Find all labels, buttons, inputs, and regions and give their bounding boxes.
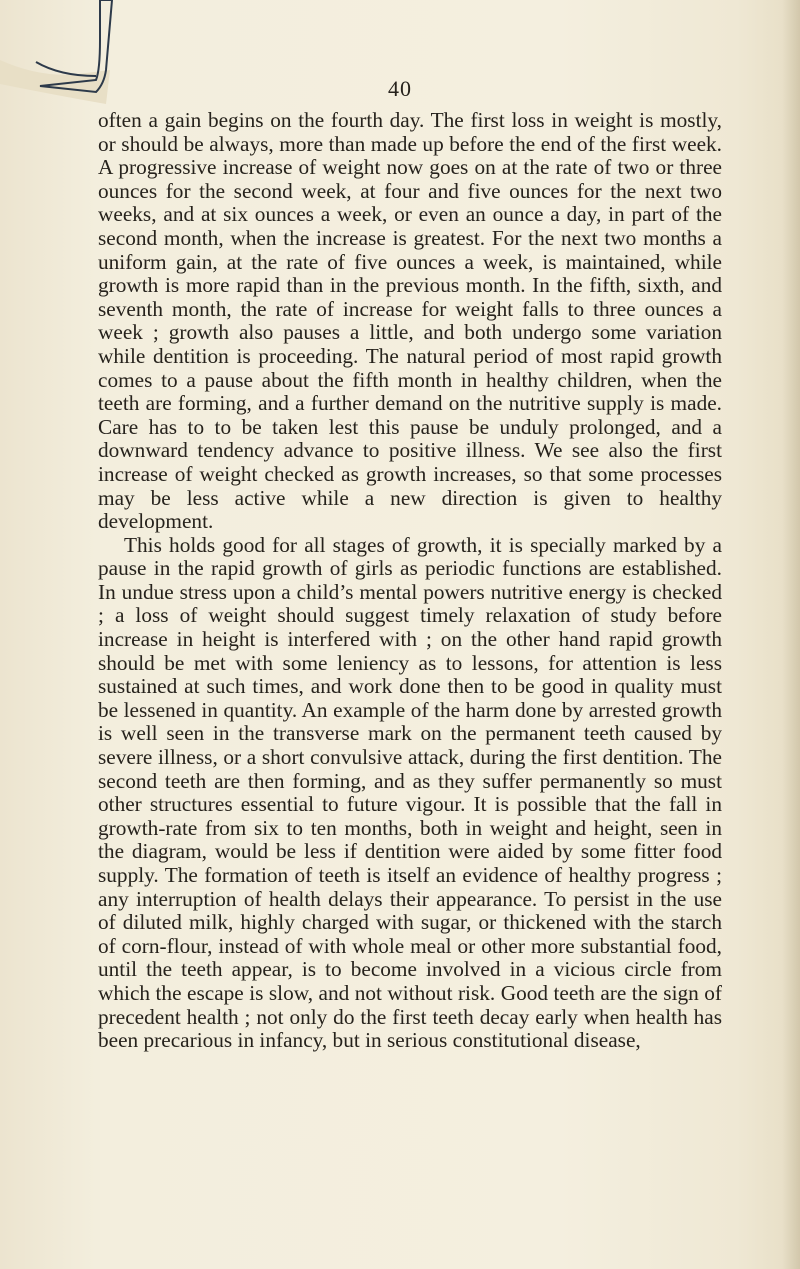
page-number: 40 bbox=[388, 76, 412, 101]
paragraph-2: This holds good for all stages of growth, it is specially marked by a pause in the rapid growth of girls as periodic functions are established. In undue stress upon a child’s mental powers nutritive energy is checked ; a loss of weight should suggest timely relaxation of study before increase in height is interfered with ; on the other hand rapid growth should be met with some leniency as to lessons, for attention is less sustained at such times, and work done then to be good in quality must be lessened in quantity. An example of the harm done by arrested growth is well seen in the transverse mark on the permanent teeth caused by severe illness, or a short convulsive attack, during the first dentition. The second teeth are then forming, and as they suffer permanently so must other structures essential to future vigour. It is possible that the fall in growth-rate from six to ten months, both in weight and height, seen in the diagram, would be less if dentition were aided by some fitter food supply. The formation of teeth is itself an evidence of healthy progress ; any interruption of health delays their appearance. To persist in the use of diluted milk, highly charged with sugar, or thickened with the starch of corn-flour, instead of with whole meal or other more substantial food, until the teeth appear, is to become involved in a vicious circle from which the escape is slow, and not without risk. Good teeth are the sign of precedent health ; not only do the first teeth decay early when health has been precarious in infancy, but in serious constitutional disease, bbox=[98, 532, 722, 1053]
page-edge-shadow bbox=[782, 0, 800, 1269]
paragraph-1: often a gain begins on the fourth day. The first loss in weight is mostly, or should be always, more than made up before the end of the first week. A progressive increase of weight now goes on at the rate of two or three ounces for the second week, at four and five ounces for the next two weeks, and at six ounces a week, or even an ounce a day, in part of the second month, when the increase is greatest. For the next two months a uniform gain, at the rate of five ounces a week, is maintained, while growth is more rapid than in the previous month. In the fifth, sixth, and seventh month, the rate of increase for weight falls to three ounces a week ; growth also pauses a little, and both undergo some variation while dentition is proceeding. The natural period of most rapid growth comes to a pause about the fifth month in healthy children, when the teeth are forming, and a further demand on the nutritive supply is made. Care has to to be taken lest this pause be unduly prolonged, and a downward tendency advance to positive illness. We see also the first increase of weight checked as growth increases, so that some processes may be less active while a new direction is given to healthy development. bbox=[98, 108, 722, 534]
body-text bbox=[98, 109, 722, 1053]
